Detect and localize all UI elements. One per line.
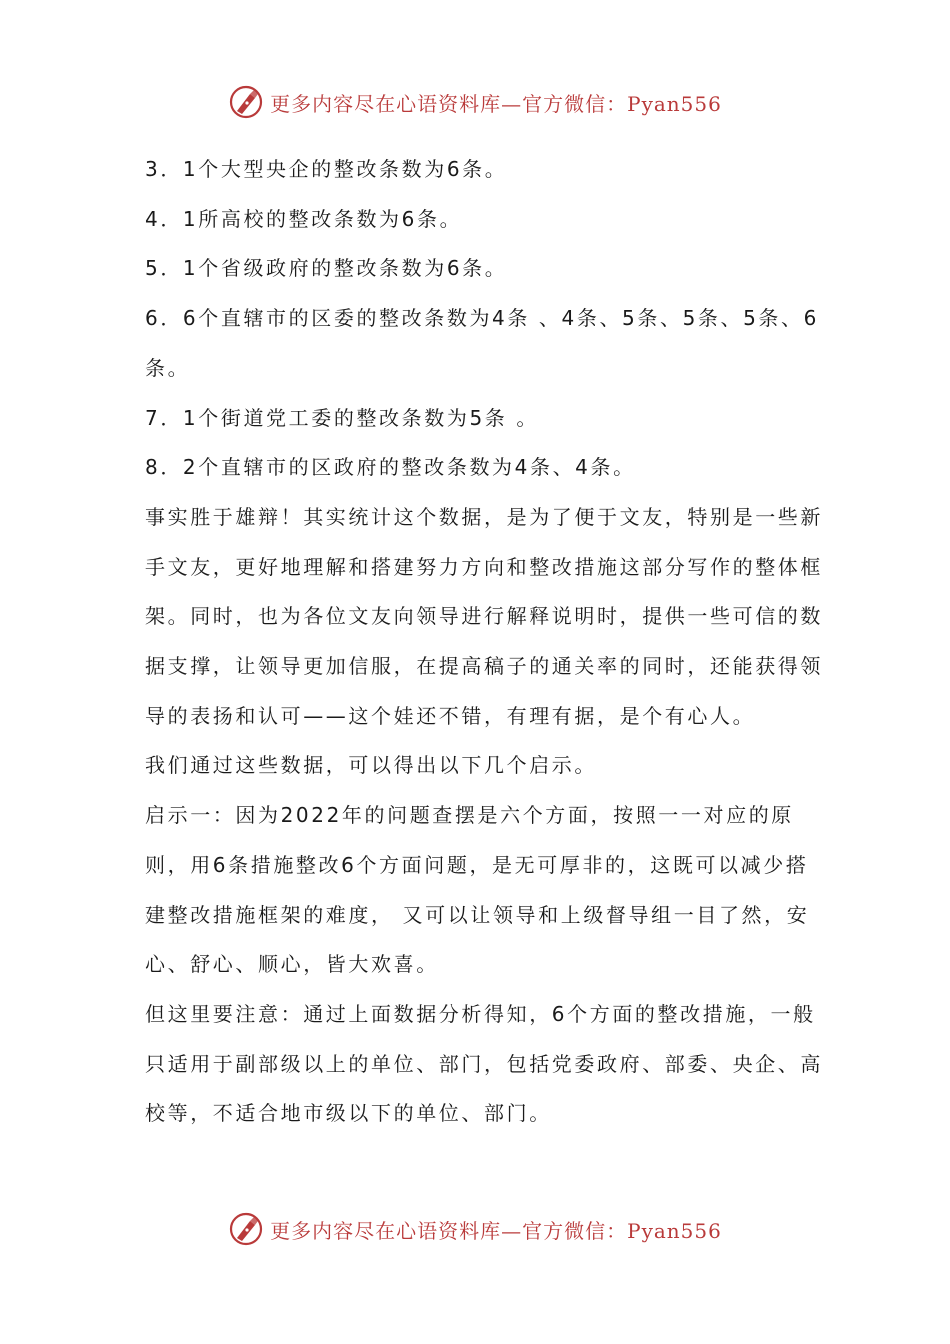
list-item-7: 7．1个街道党工委的整改条数为5条 。 bbox=[145, 405, 539, 430]
list-item-8: 8．2个直辖市的区政府的整改条数为4条、4条。 bbox=[145, 455, 636, 480]
list-item-4: 4．1所高校的整改条数为6条。 bbox=[145, 206, 463, 231]
header-banner bbox=[0, 82, 950, 122]
paragraph-facts: 事实胜于雄辩！其实统计这个数据，是为了便于文友，特别是一些新手文友，更好地理解和搭建努力方向和整改措施这部分写作的整体框架。同时，也为各位文友向领导进行解释说明时，提供一些可信的数据支撑，让领导更加信服，在提高稿子的通关率的同时，还能获得领导的表扬和认可——这个娃还不错，有理有据，是个有心人。 bbox=[145, 504, 823, 728]
list-item-6: 6．6个直辖市的区委的整改条数为4条 、4条、5条、5条、5条、6条。 bbox=[145, 306, 819, 380]
list-item-3: 3．1个大型央企的整改条数为6条。 bbox=[145, 157, 508, 181]
list-item-5: 5．1个省级政府的整改条数为6条。 bbox=[145, 256, 508, 281]
paragraph-note: 但这里要注意：通过上面数据分析得知，6个方面的整改措施，一般只适用于副部级以上的单位、部门，包括党委政府、部委、央企、高校等，不适合地市级以下的单位、部门。 bbox=[145, 1001, 823, 1126]
pen-nib-logo-icon bbox=[228, 1211, 264, 1247]
pen-nib-logo-icon bbox=[228, 84, 264, 120]
header-banner-text: 更多内容尽在心语资料库—官方微信：Pyan556 bbox=[270, 91, 722, 116]
paragraph-insights-intro: 我们通过这些数据，可以得出以下几个启示。 bbox=[145, 753, 597, 778]
footer-banner-text: 更多内容尽在心语资料库—官方微信：Pyan556 bbox=[270, 1218, 722, 1243]
document-body bbox=[145, 145, 825, 1139]
paragraph-insight-one: 启示一：因为2022年的问题查摆是六个方面，按照一一对应的原则，用6条措施整改6个方面问题，是无可厚非的，这既可以减少搭建整改措施框架的难度， 又可以让领导和上级督导组一目了然，安心、舒心、顺心，皆大欢喜。 bbox=[145, 803, 810, 977]
footer-banner bbox=[0, 1209, 950, 1249]
